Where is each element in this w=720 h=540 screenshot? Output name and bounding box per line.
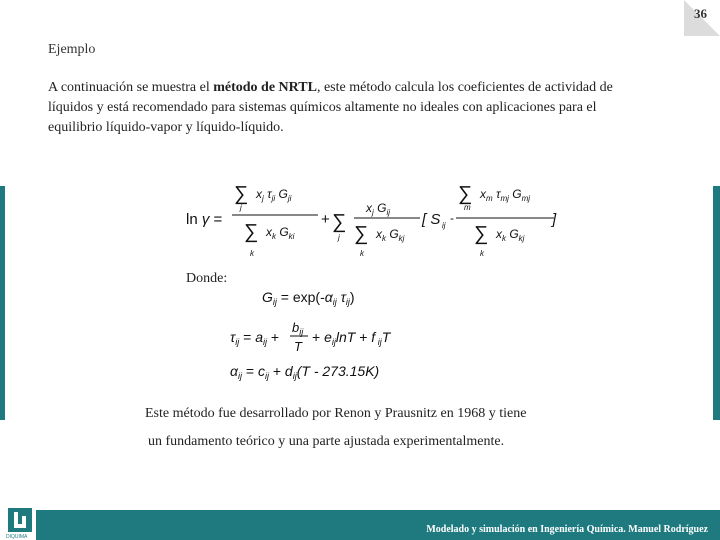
svg-text:xk Gki: $x_k$ $G_{ki}$ [266, 225, 295, 241]
svg-text:k: k [360, 249, 364, 258]
svg-text:xk Gkj: $x_k$ $G_{kj}$ [496, 227, 525, 243]
svg-text:∑: ∑ [354, 223, 369, 245]
svg-text:j: j [338, 233, 340, 242]
svg-text:[ S: [ S [422, 211, 441, 228]
svg-text:∑: ∑ [332, 211, 347, 233]
svg-text:ij: ij [442, 221, 446, 230]
svg-text:ln γ =: ln γ = [186, 211, 223, 228]
svg-text:∑: ∑ [458, 183, 473, 205]
nrtl-equation [186, 178, 566, 264]
intro-text-after: , este método calcula los coeficientes de actividad de líquidos y está recomendado para sistemas químicos altamente no ideales con aplicaciones para el equilibrio líquido-vapor y líquido-líquido. [48, 80, 613, 135]
svg-text:∑: ∑ [244, 221, 259, 243]
right-accent-bar [713, 186, 720, 420]
svg-text:T: T [294, 339, 302, 354]
left-accent-bar [0, 186, 5, 420]
where-label: Donde: [186, 271, 228, 286]
svg-text:xk Gkj: $x_k$ $G_{kj}$ [376, 227, 405, 243]
svg-text:k: k [480, 249, 484, 258]
intro-method-name: método de NRTL [213, 80, 317, 95]
footer-bar [36, 510, 720, 540]
logo-label: DIQUIMA [6, 534, 28, 540]
svg-text:xj τji Gji: $x_j$ $\tau_{ji}$ $G_{ji}$ [256, 187, 292, 203]
intro-text-before: A continuación se muestra el [48, 80, 214, 95]
svg-text:αij = cij + dij(T - 273.15K): $\alpha_{ij} = c_{ij} + d_{ij}(T - 273.15K)$ [230, 363, 380, 381]
diquima-logo [6, 506, 36, 540]
svg-text:xj Gij: $x_j$ $G_{ij}$ [366, 201, 391, 217]
svg-text:]: ] [552, 211, 557, 228]
svg-text:∑: ∑ [234, 183, 249, 205]
svg-text:j: j [240, 203, 242, 212]
section-label: Ejemplo [48, 42, 96, 57]
svg-text:bij: $b_{ij}$ [292, 320, 304, 337]
svg-text:xm τmj Gmj: $x_m$ $\tau_{mj}$ $G_{mj}$ [480, 187, 531, 203]
closing-line-1: Este método fue desarrollado por Renon y Prausnitz en 1968 y tiene [145, 406, 527, 421]
svg-text:∑: ∑ [474, 223, 489, 245]
svg-text:m: m [464, 203, 471, 212]
svg-text:-: - [450, 211, 454, 225]
nrtl-parameter-equations [226, 284, 426, 384]
intro-paragraph [48, 78, 648, 138]
footer-text: Modelado y simulación en Ingeniería Química. Manuel Rodríguez [426, 524, 708, 535]
logo-mark-icon [6, 506, 36, 534]
page-number: 36 [694, 6, 707, 21]
svg-text:τij = aij +: $\tau_{ij} = a_{ij}$ + [230, 329, 280, 347]
closing-line-2: un fundamento teórico y una parte ajustada experimentalmente. [148, 434, 505, 449]
svg-text:+ eijlnT + f ijT: + $e_{ij}\ln T + f$ $_{ij}$T [312, 329, 391, 347]
svg-text:k: k [250, 249, 254, 258]
svg-text:Gij = exp(-αij τij): $G_{ij} = \exp(-\alpha_{ij}$ $\tau_{ij}$) [262, 289, 355, 307]
svg-text:+: + [321, 211, 330, 228]
